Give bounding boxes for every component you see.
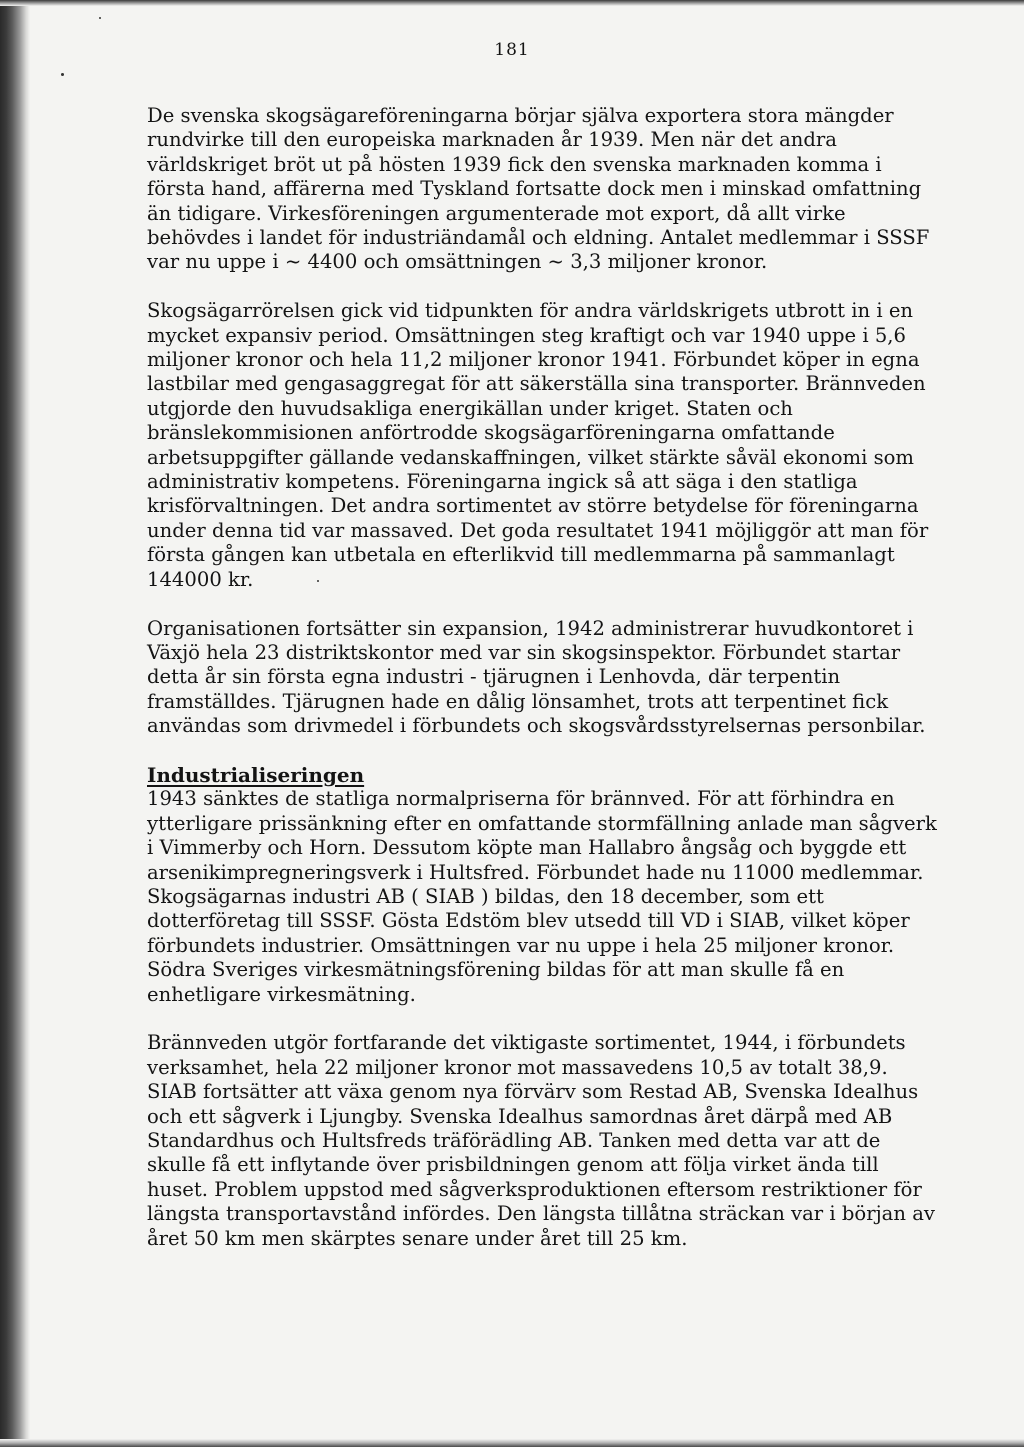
scan-speck xyxy=(61,73,64,76)
scan-shadow-bottom xyxy=(0,1439,1024,1447)
paragraph-export-1939: De svenska skogsägareföreningarna börjar själva exportera stora mängder rundvirke till den europeiska marknaden år 1939. Men när det andra världskriget bröt ut på hösten 1939 fick den svenska marknaden komma i första hand, affärerna med Tyskland fortsatte dock men i minskad omfattning än tidigare. Virkesföreningen argumenterade mot export, då allt virke behövdes i landet för industriändamål och eldning. Antalet medlemmar i SSSF var nu uppe i ~ 4400 och omsättningen ~ 3,3 miljoner kronor. xyxy=(147,104,930,274)
paragraph-expansion-war: Skogsägarrörelsen gick vid tidpunkten för andra världskrigets utbrott in i en mycket expansiv period. Omsättningen steg kraftigt och var 1940 uppe i 5,6 miljoner kronor och hela 11,2 miljoner kronor 1941. Förbundet köper in egna lastbilar med gengasaggregat för att säkerställa sina transporter. Brännveden utgjorde den huvudsakliga energikällan under kriget. Staten och bränslekommisionen anförtrodde skogsägarföreningarna omfattande arbetsuppgifter gällande vedanskaffningen, vilket stärkte såväl ekonomi som administrativ kompetens. Föreningarna ingick så att säga i den statliga krisförvaltningen. Det andra sortimentet av större betydelse för föreningarna under denna tid var massaved. Det goda resultatet 1941 möjliggör att man för första gången kan utbetala en efterlikvid till medlemmarna på sammanlagt 144000 kr. xyxy=(147,299,929,591)
scan-shadow-left xyxy=(0,0,30,1447)
paragraph-1944: Brännveden utgör fortfarande det viktigaste sortimentet, 1944, i förbundets verksamhet, hela 22 miljoner kronor mot massavedens 10,5 av totalt 38,9. SIAB fortsätter att växa genom nya förvärv som Restad AB, Svenska Idealhus och ett sågverk i Ljungby. Svenska Idealhus samordnas året därpå med AB Standardhus och Hultsfreds träförädling AB. Tanken med detta var att de skulle få ett inflytande över prisbildningen genom att följa virket ända till huset. Problem uppstod med sågverksproduktionen eftersom restriktioner för längsta transportavstånd infördes. Den längsta tillåtna sträckan var i början av året 50 km men skärptes senare under året till 25 km. xyxy=(147,1031,935,1250)
document-body xyxy=(147,104,937,1251)
section-heading: Industrialiseringen xyxy=(147,762,365,787)
paragraph-1943: 1943 sänktes de statliga normalpriserna för brännved. För att förhindra en ytterligare prissänkning efter en omfattande stormfällning anlade man sågverk i Vimmerby och Horn. Dessutom köpte man Hallabro ångsåg och byggde ett arsenikimpregneringsverk i Hultsfred. Förbundet hade nu 11000 medlemmar. Skogsägarnas industri AB ( SIAB ) bildas, den 18 december, som ett dotterföretag till SSSF. Gösta Edstöm blev utsedd till VD i SIAB, vilket köper förbundets industrier. Omsättningen var nu uppe i hela 25 miljoner kronor. Södra Sveriges virkesmätningsförening bildas för att man skulle få en enhetligare virkesmätning. xyxy=(147,787,937,1006)
scan-shadow-top xyxy=(0,0,1024,6)
paragraph-organisation-1942: Organisationen fortsätter sin expansion, 1942 administrerar huvudkontoret i Växjö hela 23 distriktskontor med var sin skogsinspektor. Förbundet startar detta år sin första egna industri - tjärugnen i Lenhovda, där terpentin framställdes. Tjärugnen hade en dålig lönsamhet, trots att terpentinet fick användas som drivmedel i förbundets och skogsvårdsstyrelsernas personbilar. xyxy=(147,616,926,738)
page-number: 181 xyxy=(494,40,530,60)
section-industrialiseringen xyxy=(147,763,937,1007)
scan-speck xyxy=(99,17,101,19)
